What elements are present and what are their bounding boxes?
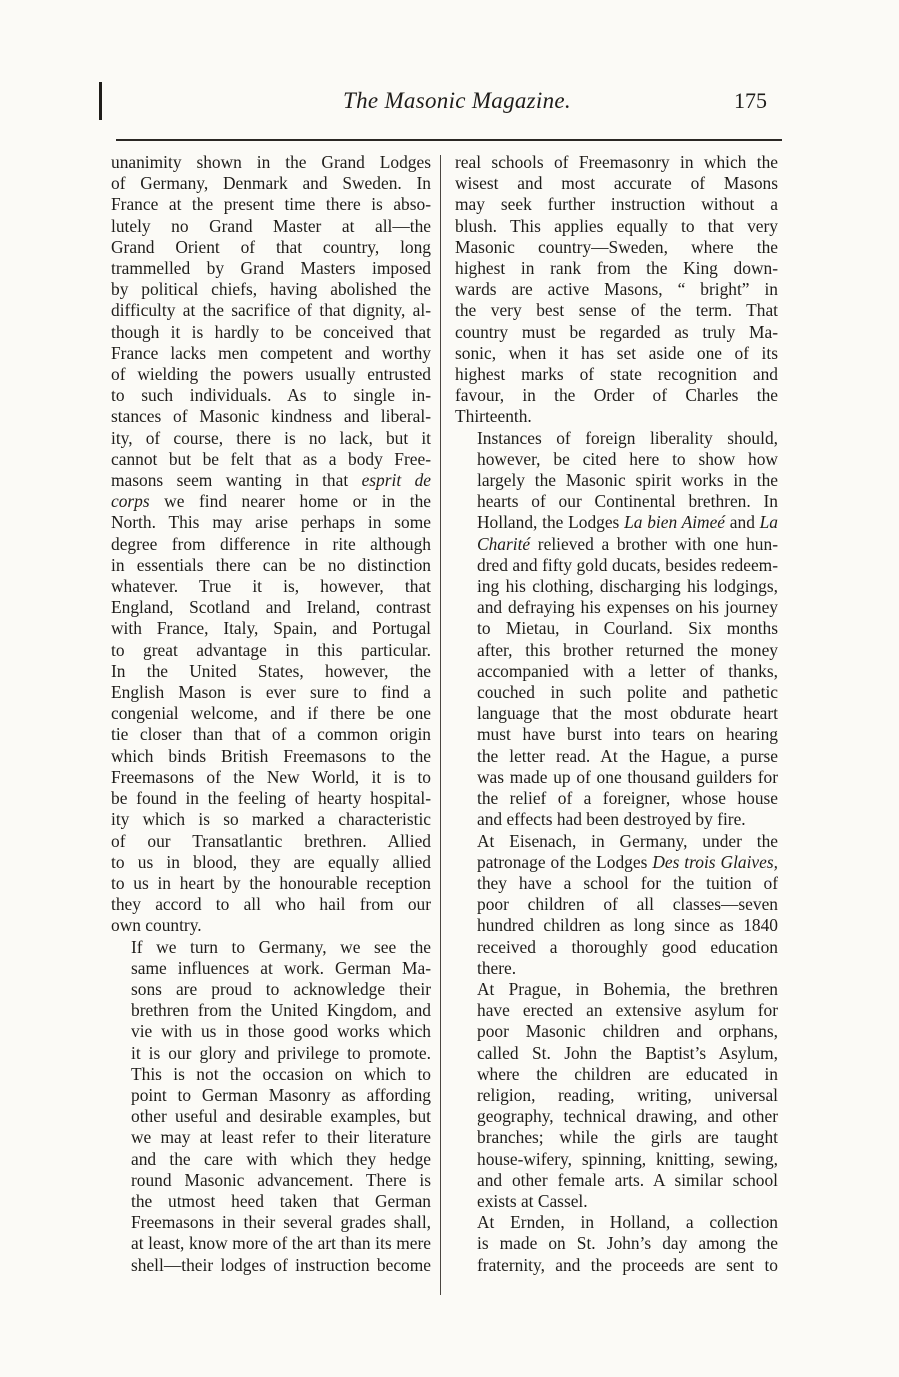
text-line: point to German Masonry as affording bbox=[131, 1084, 431, 1105]
text-line: of our Transatlantic brethren. Allied bbox=[111, 830, 431, 851]
running-head bbox=[0, 88, 899, 128]
text-line: ity which is so marked a characteristic bbox=[111, 809, 431, 830]
text-line: North. This may arise perhaps in some bbox=[111, 512, 431, 533]
text-line: Freemasons in their several grades shall, bbox=[131, 1212, 431, 1233]
text-line: the utmost heed taken that German bbox=[131, 1190, 431, 1211]
text-line: branches; while the girls are taught bbox=[477, 1127, 778, 1148]
text-line: country must be regarded as truly Ma- bbox=[455, 321, 778, 342]
text-line: At Eisenach, in Germany, under the bbox=[477, 830, 778, 851]
italic-phrase: La bbox=[759, 512, 778, 533]
text-line: highest marks of state recognition and bbox=[455, 364, 778, 385]
paragraph bbox=[111, 937, 431, 1276]
text-line: of wielding the powers usually entrusted bbox=[111, 364, 431, 385]
text-line: where the children are educated in bbox=[477, 1063, 778, 1084]
column-divider bbox=[440, 155, 441, 1295]
text-line: geography, technical drawing, and other bbox=[477, 1106, 778, 1127]
text-line: tie closer than that of a common origin bbox=[111, 724, 431, 745]
text-line: at least, know more of the art than its mere bbox=[131, 1233, 431, 1254]
text-line: couched in such polite and pathetic bbox=[477, 682, 778, 703]
text-line: same influences at work. German Ma- bbox=[131, 957, 431, 978]
text-line: religion, reading, writing, universal bbox=[477, 1084, 778, 1105]
text-line: there. bbox=[477, 957, 517, 978]
paragraph bbox=[111, 152, 431, 937]
text-line: accompanied with a letter of thanks, bbox=[477, 660, 778, 681]
left-column bbox=[111, 152, 431, 1276]
text-line: England, Scotland and Ireland, contrast bbox=[111, 597, 431, 618]
text-line: with France, Italy, Spain, and Portugal bbox=[111, 618, 431, 639]
text-line bbox=[111, 491, 431, 512]
text-line: in essentials there can be no distinction bbox=[111, 554, 431, 575]
text-line: and effects had been destroyed by fire. bbox=[477, 809, 746, 830]
text-line: congenial welcome, and if there be one bbox=[111, 703, 431, 724]
text-line: own country. bbox=[111, 915, 202, 936]
text-line: At Prague, in Bohemia, the brethren bbox=[477, 978, 778, 999]
text-line: and the care with which they hedge bbox=[131, 1148, 431, 1169]
text-line: favour, in the Order of Charles the bbox=[455, 385, 778, 406]
text-line: brethren from the United Kingdom, and bbox=[131, 1000, 431, 1021]
text-line: hundred children as long since as 1840 bbox=[477, 915, 778, 936]
text-line: Freemasons of the New World, it is to bbox=[111, 766, 431, 787]
text-run: patronage of the Lodges bbox=[477, 851, 653, 872]
text-line: France at the present time there is abso- bbox=[111, 194, 431, 215]
paragraph bbox=[455, 152, 778, 428]
text-line: be found in the feeling of hearty hospital- bbox=[111, 788, 431, 809]
text-line: to us in heart by the honourable reception bbox=[111, 872, 431, 893]
text-line: language that the most obdurate heart bbox=[477, 703, 778, 724]
text-line: fraternity, and the proceeds are sent to bbox=[477, 1254, 778, 1275]
text-line: cannot but be felt that as a body Free- bbox=[111, 448, 431, 469]
text-line: it is our glory and privilege to promote. bbox=[131, 1042, 431, 1063]
text-line: and defraying his expenses on his journey bbox=[477, 597, 778, 618]
italic-phrase: Des trois Glaives, bbox=[652, 851, 778, 872]
text-line: called St. John the Baptist’s Asylum, bbox=[477, 1042, 778, 1063]
text-run: we find nearer home or in the bbox=[149, 491, 431, 512]
text-line: house-wifery, spinning, knitting, sewing, bbox=[477, 1148, 778, 1169]
text-line: Grand Orient of that country, long bbox=[111, 236, 431, 257]
text-line: largely the Masonic spirit works in the bbox=[477, 470, 778, 491]
text-line: sonic, when it has set aside one of its bbox=[455, 342, 778, 363]
text-line: after, this brother returned the money bbox=[477, 639, 778, 660]
text-line: At Ernden, in Holland, a collection bbox=[477, 1212, 778, 1233]
text-line: round Masonic advancement. There is bbox=[131, 1169, 431, 1190]
text-line: lutely no Grand Master at all—the bbox=[111, 215, 431, 236]
text-line: blush. This applies equally to that very bbox=[455, 215, 778, 236]
italic-phrase: corps bbox=[111, 491, 150, 512]
text-line: received a thoroughly good education bbox=[477, 936, 778, 957]
text-line: poor children of all classes—seven bbox=[477, 894, 778, 915]
text-line: wards are active Masons, “ bright” in bbox=[455, 279, 778, 300]
text-line: difficulty at the sacrifice of that dignity, al- bbox=[111, 300, 431, 321]
text-line: vie with us in those good works which bbox=[131, 1021, 431, 1042]
text-line: sons are proud to acknowledge their bbox=[131, 978, 431, 999]
page-number: 175 bbox=[734, 88, 767, 113]
paragraph bbox=[455, 979, 778, 1212]
italic-phrase: esprit de bbox=[361, 470, 431, 491]
text-line: the relief of a foreigner, whose house bbox=[477, 788, 778, 809]
text-line: was made up of one thousand guilders for bbox=[477, 766, 778, 787]
text-line: whatever. True it is, however, that bbox=[111, 576, 431, 597]
text-line: If we turn to Germany, we see the bbox=[131, 936, 431, 957]
text-line: ity, of course, there is no lack, but it bbox=[111, 427, 431, 448]
text-line: must have burst into tears on hearing bbox=[477, 724, 778, 745]
text-run: masons seem wanting in that bbox=[111, 470, 362, 491]
text-line: shell—their lodges of instruction become bbox=[131, 1254, 431, 1275]
paragraph bbox=[455, 831, 778, 979]
text-line: we may at least refer to their literature bbox=[131, 1127, 431, 1148]
running-title: The Masonic Magazine. bbox=[343, 88, 571, 113]
text-line: In the United States, however, the bbox=[111, 660, 431, 681]
text-line: degree from difference in rite although bbox=[111, 533, 431, 554]
text-run: relieved a brother with one hun- bbox=[530, 533, 778, 554]
text-line: poor Masonic children and orphans, bbox=[477, 1021, 778, 1042]
text-line: highest in rank from the King down- bbox=[455, 258, 778, 279]
paragraph bbox=[455, 1212, 778, 1276]
text-line: may seek further instruction without a bbox=[455, 194, 778, 215]
text-run: Holland, the Lodges bbox=[477, 512, 625, 533]
text-line: which binds British Freemasons to the bbox=[111, 745, 431, 766]
text-line: to such individuals. As to single in- bbox=[111, 385, 431, 406]
text-line: to great advantage in this particular. bbox=[111, 639, 431, 660]
text-line: France lacks men competent and worthy bbox=[111, 342, 431, 363]
italic-phrase: La bien Aimeé bbox=[624, 512, 726, 533]
text-line: Masonic country—Sweden, where the bbox=[455, 236, 778, 257]
text-line: have erected an extensive asylum for bbox=[477, 1000, 778, 1021]
text-line bbox=[455, 852, 778, 873]
text-line: though it is hardly to be conceived that bbox=[111, 321, 431, 342]
header-rule bbox=[116, 139, 782, 141]
text-line: the very best sense of the term. That bbox=[455, 300, 778, 321]
right-column bbox=[455, 152, 778, 1276]
text-line: to us in blood, they are equally allied bbox=[111, 851, 431, 872]
text-line: real schools of Freemasonry in which the bbox=[455, 152, 778, 172]
text-line: stances of Masonic kindness and liberal- bbox=[111, 406, 431, 427]
text-line: by political chiefs, having abolished the bbox=[111, 279, 431, 300]
text-line bbox=[455, 512, 778, 533]
text-line: English Mason is ever sure to find a bbox=[111, 682, 431, 703]
italic-phrase: Charité bbox=[477, 533, 531, 554]
text-line: other useful and desirable examples, but bbox=[131, 1106, 431, 1127]
text-line: ing his clothing, discharging his lodgings, bbox=[477, 576, 778, 597]
text-line: is made on St. John’s day among the bbox=[477, 1233, 778, 1254]
text-line: of Germany, Denmark and Sweden. In bbox=[111, 173, 431, 194]
text-line: wisest and most accurate of Masons bbox=[455, 173, 778, 194]
text-line: and other female arts. A similar school bbox=[477, 1169, 778, 1190]
text-line: trammelled by Grand Masters imposed bbox=[111, 258, 431, 279]
text-line: they accord to all who hail from our bbox=[111, 894, 431, 915]
text-line: Thirteenth. bbox=[455, 406, 532, 427]
text-line: Instances of foreign liberality should, bbox=[477, 427, 778, 448]
paragraph bbox=[455, 428, 778, 831]
text-line: to Mietau, in Courland. Six months bbox=[477, 618, 778, 639]
text-line: however, be cited here to show how bbox=[477, 448, 778, 469]
text-line: they have a school for the tuition of bbox=[477, 872, 778, 893]
text-run: and bbox=[725, 512, 760, 533]
text-line: the letter read. At the Hague, a purse bbox=[477, 745, 778, 766]
text-line: dred and fifty gold ducats, besides redeem- bbox=[477, 554, 778, 575]
text-line bbox=[455, 534, 778, 555]
text-line: exists at Cassel. bbox=[477, 1190, 588, 1211]
text-line: hearts of our Continental brethren. In bbox=[477, 491, 778, 512]
text-line: This is not the occasion on which to bbox=[131, 1063, 431, 1084]
text-line: unanimity shown in the Grand Lodges bbox=[111, 152, 431, 172]
text-line bbox=[111, 470, 431, 491]
